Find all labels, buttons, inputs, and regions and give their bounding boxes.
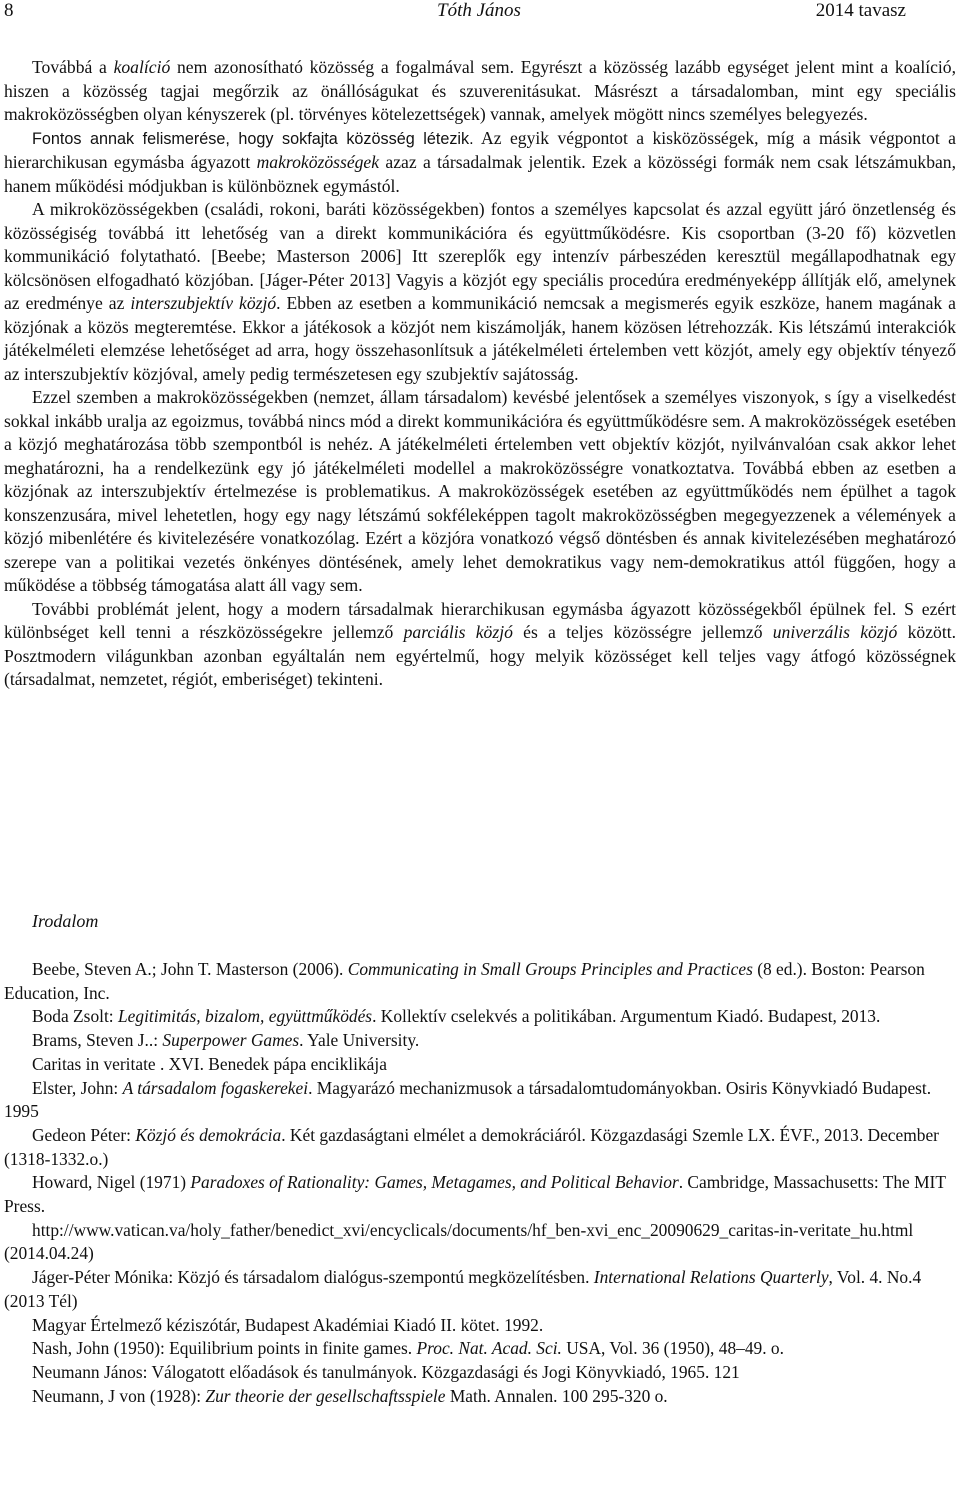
paragraph: Továbbá a koalíció nem azonosítható közösség a fogalmával sem. Egyrészt a közösség lazább egységet jelent mint a koalíció, hiszen a közösség tagjai megőrzik az önállóságukat és szuverenitásukat. Másrészt a társadalomban, mint egy speciális makroközösségben olyan kényszerek (pl. törvényes kötelezettségek) vannak, amelyek mögött nincs személyes belegyezés. [4, 57, 956, 124]
references-title: Irodalom [32, 911, 99, 931]
reference-item: Neumann, J von (1928): Zur theorie der gesellschaftsspiele Math. Annalen. 100 295-320 o. [32, 1385, 668, 1406]
paragraph: Fontos annak felismerése, hogy sokfajta közösség létezik. Az egyik végpontot a kisközösségek, míg a másik végpontot a hierarchikusan egymásba ágyazott makroközösségek azaz a társadalmak jelentik. Ezek a közösségi formák nem csak létszámukban, hanem működési módjukban is különböznek egymástól. [4, 127, 957, 196]
reference-item: Boda Zsolt: Legitimitás, bizalom, együttműködés. Kollektív cselekvés a politikában. Argumentum Kiadó. Budapest, 2013. [32, 1006, 881, 1027]
reference-item: Caritas in veritate . XVI. Benedek pápa enciklikája [32, 1053, 387, 1074]
body-text [4, 56, 956, 692]
reference-item: Brams, Steven J..: Superpower Games. Yale University. [32, 1030, 420, 1051]
running-author: Tóth János [437, 0, 521, 21]
reference-item: Nash, John (1950): Equilibrium points in finite games. Proc. Nat. Acad. Sci. USA, Vol. 36 (1950), 48–49. o. [32, 1338, 784, 1359]
reference-item: Magyar Értelmező kéziszótár, Budapest Akadémiai Kiadó II. kötet. 1992. [32, 1314, 544, 1335]
reference-item: Neumann János: Válogatott előadások és tanulmányok. Közgazdasági és Jogi Könyvkiadó, 1965. 121 [32, 1361, 740, 1382]
issue-label: 2014 tavasz [815, 0, 906, 21]
page-header [4, 0, 954, 24]
reference-link[interactable]: http://www.vatican.va/holy_father/benedict_xvi/encyclicals/documents/hf_ben-xvi_enc_20090629_caritas-in-veritate_hu.html (2014.04.24) [4, 1219, 914, 1264]
paragraph: Ezzel szemben a makroközösségekben (nemzet, állam társadalom) kevésbé jelentősek a személyes viszonyok, s így a viselkedést sokkal inkább uralja az egoizmus, továbbá nincs mód a direkt kommunikációra és együttműködésre sem. A makroközösségek esetében a közjó meghatározása több szempontból is nehéz. A játékelméleti értelemben vett objektív közjót, nyilvánvalóan csak akkor lehet meghatározni, ha a rendelkezünk egy jó játékelméleti modellel a makroközösségre vonatkoztatva. Továbbá ebben az esetben a közjónak az interszubjektív értelmezése is problematikus. A makroközösségek esetében az együttműködés nem épülhet a tagok konszenzusára, mivel lehetetlen, hogy egy nagy létszámú sokféleképpen tagolt makroközösségben megegyezzenek a vélemények a közjó mibenlétére és kivitelezésére vonatkozólag. Ezért a közjóra vonatkozó végső döntésben és annak kivitelezésében meghatározó szerepe van a politikai vezetés önkényes döntésének, amely lehet demokratikus vagy nem-demokratikus attól függően, hogy a működése a többség támogatása alatt áll vagy sem. [4, 387, 956, 595]
reference-item: Howard, Nigel (1971) Paradoxes of Rationality: Games, Metagames, and Political Behavior. Cambridge, Massachusetts: The MIT Press. [4, 1172, 946, 1217]
paragraph: A mikroközösségekben (családi, rokoni, baráti közösségekben) fontos a személyes kapcsolat és azzal együtt járó önzetlenség és közösségiség továbbá itt lehetőség van a direkt kommunikációra és együttműködésre. Kis csoportban (3-20 fő) közvetlen kommunikáció folytatható. [Beebe; Masterson 2006] Itt szereplők egy intenzív párbeszéden keresztül megállapodhatnak egy kölcsönösen elfogadható közjóban. [Jáger-Péter 2013] Vagyis a közjót egy speciális procedúra eredményeképp állítják elő, amelynek az eredménye az interszubjektív közjó. Ebben az esetben a kommunikáció nemcsak a megismerés egyik eszköze, hanem magának a közjónak a közös megteremtése. Ekkor a játékosok a közjót nem kiszámolják, hanem közösen létrehozzák. Kis létszámú interakciók játékelméleti elemzése lehetőséget ad arra, hogy összehasonlítsuk a játékelméleti értelemben vett közjót, amely egy objektív tényező az interszubjektív közjóval, amely pedig természetesen egy szubjektív sajátosság. [4, 199, 956, 384]
reference-item: Jáger-Péter Mónika: Közjó és társadalom dialógus-szempontú megközelítésben. International Relations Quarterly, Vol. 4. No.4 (2013 Tél) [4, 1267, 922, 1311]
reference-item: Gedeon Péter: Közjó és demokrácia. Két gazdaságtani elmélet a demokráciáról. Közgazdasági Szemle LX. ÉVF., 2013. December (1318-1332.o.) [4, 1124, 939, 1169]
paragraph: További problémát jelent, hogy a modern társadalmak hierarchikusan egymásba ágyazott közösségekből épülnek fel. S ezért különbséget kell tenni a részközösségekre jellemző parciális közjó és a teljes közösségre jellemző univerzális közjó között. Posztmodern világunkban azonban egyáltalán nem egyértelmű, hogy melyik közösséget kell teljes vagy átfogó közösségnek (társadalmat, nemzetet, régiót, emberiséget) tekinteni. [4, 598, 956, 689]
references-list [4, 958, 956, 1408]
reference-item: Elster, John: A társadalom fogaskerekei. Magyarázó mechanizmusok a társadalomtudományokban. Osiris Könyvkiadó Budapest. 1995 [4, 1077, 932, 1122]
reference-item: Beebe, Steven A.; John T. Masterson (2006). Communicating in Small Groups Principles and Practices (8 ed.). Boston: Pearson Education, Inc. [4, 959, 925, 1003]
page-number: 8 [4, 0, 14, 21]
